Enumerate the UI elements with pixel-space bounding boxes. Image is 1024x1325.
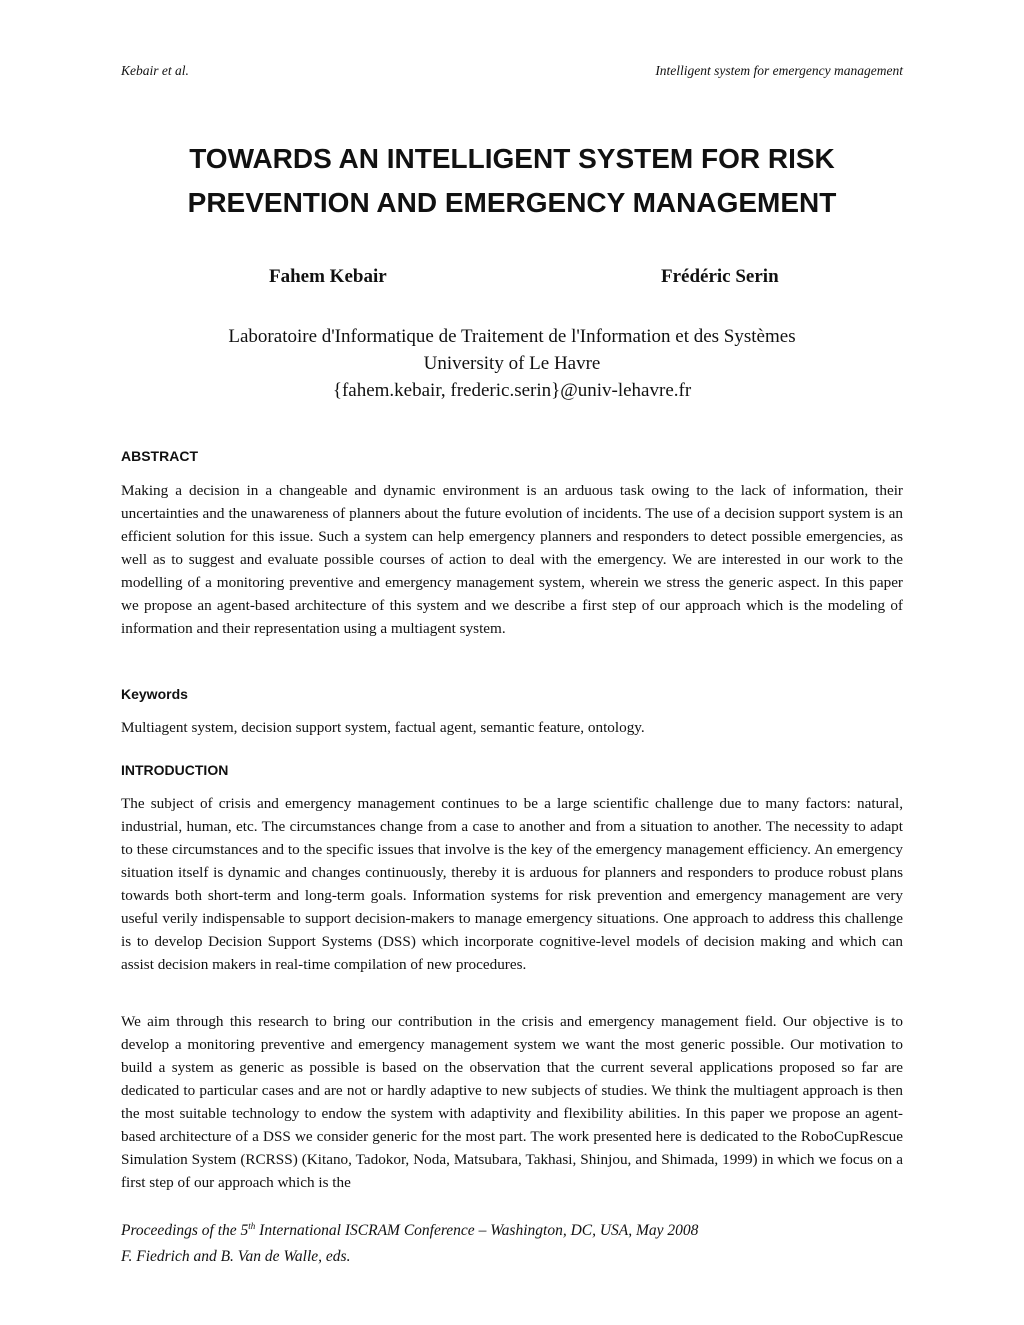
footer-proceedings [121, 1218, 903, 1244]
affiliation-email: {fahem.kebair, frederic.serin}@univ-lehavre.fr [332, 380, 692, 401]
affiliation-lab: Laboratoire d'Informatique de Traitement de l'Information et des Systèmes [228, 326, 796, 347]
header-authors: Kebair et al. [121, 63, 189, 78]
introduction-heading: INTRODUCTION [121, 762, 229, 778]
footer-proceedings-end: International ISCRAM Conference – Washington, DC, USA, May 2008 [255, 1222, 699, 1239]
abstract-text: Making a decision in a changeable and dynamic environment is an arduous task owing to the lack of information, their uncertainties and the unawareness of planners about the future evolution of incidents. The use of a decision support system is an efficient solution for this issue. Such a system can help emergency planners and responders to detect possible emergencies, as well as to suggest and evaluate possible courses of action to deal with the emergency. We are interested in our work to the modelling of a monitoring preventive and emergency management system, wherein we stress the generic aspect. In this paper we propose an agent-based architecture of this system and we describe a first step of our approach which is the modeling of information and their representation using a multiagent system. [121, 482, 903, 637]
affiliation-university: University of Le Havre [423, 353, 601, 374]
title-line-1: TOWARDS AN INTELLIGENT SYSTEM FOR RISK [189, 143, 835, 174]
affiliation [121, 323, 903, 404]
introduction-paragraph: The subject of crisis and emergency management continues to be a large scientific challenge due to many factors: natural, industrial, human, etc. The circumstances change from a case to another and from a situation to another. The necessity to adapt to these circumstances and to the specific issues that involve is the key of the emergency management efficiency. An emergency situation itself is dynamic and changes continuously, thereby it is arduous for planners and responders to produce robust plans towards both short-term and long-term goals. Information systems for risk prevention and emergency management are very useful verily indispensable to support decision-makers to manage emergency situations. One approach to address this challenge is to develop Decision Support Systems (DSS) which incorporate cognitive-level models of decision making and which can assist decision makers in real-time compilation of new procedures. [121, 795, 903, 973]
abstract-heading: ABSTRACT [121, 448, 198, 464]
author-name: Frédéric Serin [661, 266, 779, 287]
keywords-heading: Keywords [121, 686, 188, 702]
header-short-title: Intelligent system for emergency management [655, 63, 903, 78]
footer-ordinal-suffix: th [248, 1220, 256, 1231]
keywords-text: Multiagent system, decision support system, factual agent, semantic feature, ontology. [121, 719, 645, 736]
footer-editors: F. Fiedrich and B. Van de Walle, eds. [121, 1248, 351, 1265]
paper-title [121, 137, 903, 225]
author-name: Fahem Kebair [269, 266, 387, 287]
page-footer [121, 1218, 903, 1270]
title-line-2: PREVENTION AND EMERGENCY MANAGEMENT [187, 187, 837, 218]
introduction-paragraph: We aim through this research to bring our contribution in the crisis and emergency management field. Our objective is to develop a monitoring preventive and emergency management system we want the most generic possible. Our motivation to build a system as generic as possible is based on the observation that the current several applications proposed so far are dedicated to particular cases and are not or hardly adaptive to new subjects of studies. We think the multiagent approach is then the most suitable technology to endow the system with adaptivity and flexibility abilities. In this paper we propose an agent-based architecture of a DSS we consider generic for the most part. The work presented here is dedicated to the RoboCupRescue Simulation System (RCRSS) (Kitano, Tadokor, Noda, Matsubara, Takhasi, Shinjou, and Shimada, 1999) in which we focus on a first step of our approach which is the [121, 1013, 903, 1191]
footer-proceedings-start: Proceedings of the 5 [121, 1222, 249, 1239]
